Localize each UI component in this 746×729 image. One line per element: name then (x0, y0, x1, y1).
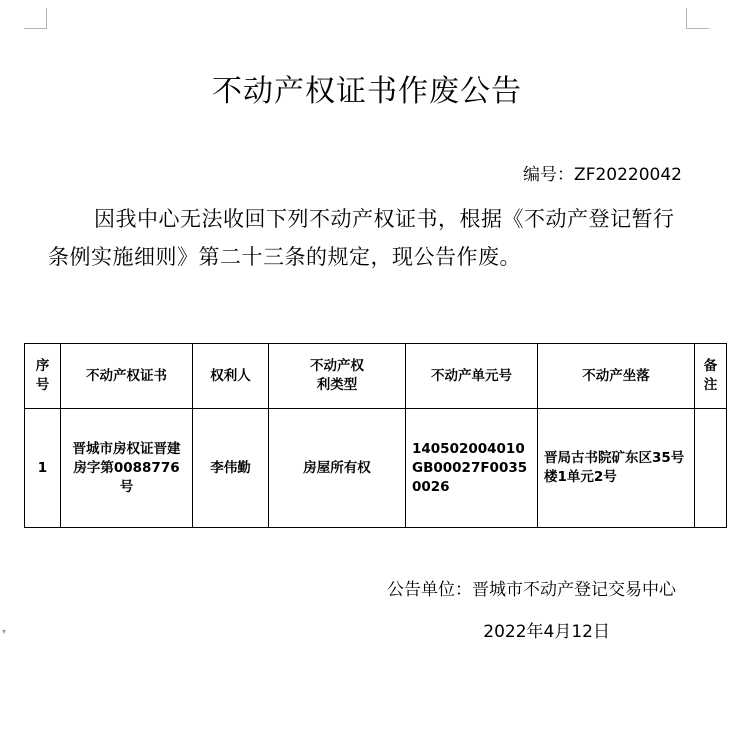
document-number: 编号：ZF20220042 (523, 165, 682, 185)
issue-date: 2022年4月12日 (483, 622, 610, 642)
document-title: 不动产权证书作废公告 (212, 74, 522, 109)
table-header-row (25, 344, 727, 409)
cell-right-type: 房屋所有权 (269, 409, 406, 528)
cell-index: 1 (25, 409, 61, 528)
cell-unit-no: 140502004010GB00027F00350026 (406, 409, 538, 528)
header-right-type: 不动产权利类型 (269, 344, 406, 409)
header-index: 序号 (25, 344, 61, 409)
page-corner-mark-top-right (686, 8, 709, 29)
header-unit-no: 不动产单元号 (406, 344, 538, 409)
cell-certificate: 晋城市房权证晋建房字第0088776号 (61, 409, 193, 528)
cell-location: 晋局古书院矿东区35号楼1单元2号 (538, 409, 695, 528)
voided-certificates-table (24, 343, 727, 528)
issuing-unit: 公告单位：晋城市不动产登记交易中心 (387, 580, 676, 600)
header-certificate: 不动产权证书 (61, 344, 193, 409)
margin-marker-icon: ▾ (2, 627, 7, 636)
header-remark: 备注 (695, 344, 727, 409)
cell-remark (695, 409, 727, 528)
cell-holder: 李伟勤 (193, 409, 269, 528)
announcement-body: 因我中心无法收回下列不动产权证书，根据《不动产登记暂行条例实施细则》第二十三条的规定，现公告作废。 (48, 207, 675, 269)
header-location: 不动产坐落 (538, 344, 695, 409)
page-corner-mark-top-left (24, 8, 47, 29)
header-holder: 权利人 (193, 344, 269, 409)
table-row (25, 409, 727, 528)
